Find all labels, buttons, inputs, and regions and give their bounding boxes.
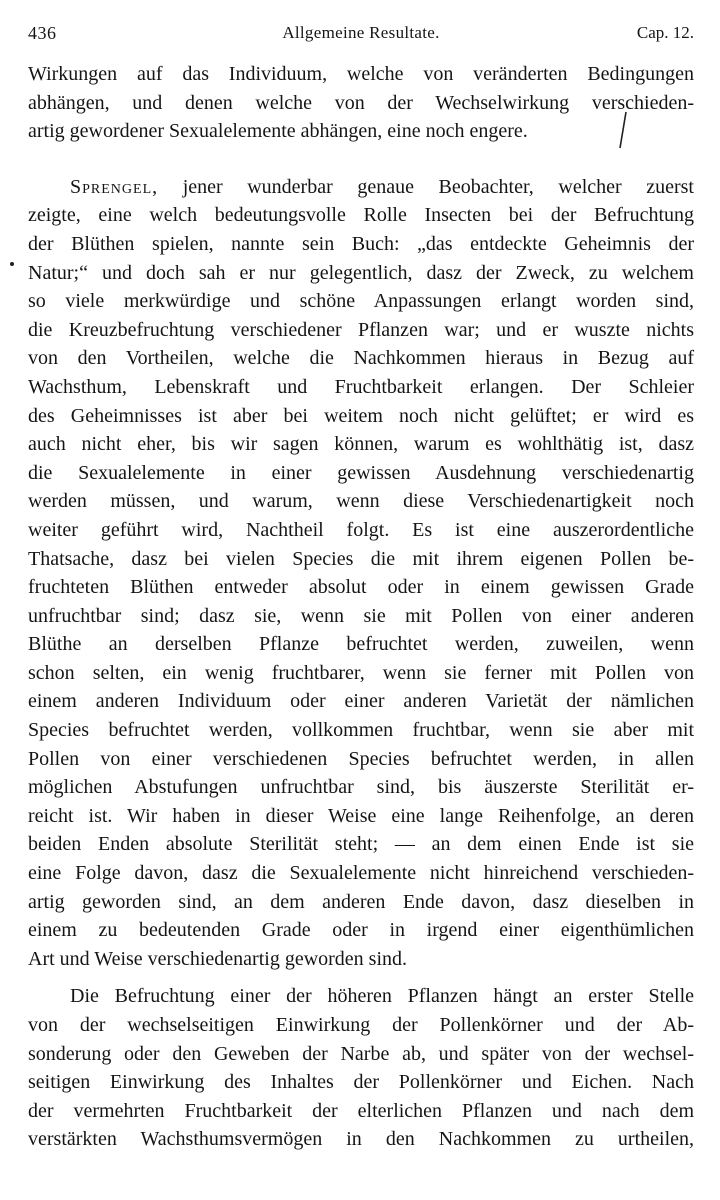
text-line: artig geworden sind, an dem anderen Ende davon, dasz dieselben in (28, 890, 694, 913)
text-line: Thatsache, dasz bei vielen Species die mit ihrem eigenen Pollen be- (28, 547, 694, 570)
text-line: die Kreuzbefruchtung verschiedener Pflanzen war; und er wuszte nichts (28, 318, 694, 341)
page-body (28, 60, 694, 1154)
text-line: von der wechselseitigen Einwirkung der Pollenkörner und der Ab- (28, 1014, 694, 1036)
text-line: eine Folge davon, dasz die Sexualelemente nicht hinreichend verschieden- (28, 862, 694, 885)
text-line: seitigen Einwirkung des Inhaltes der Pollenkörner und Eichen. Nach (28, 1071, 694, 1094)
text-line: Species befruchtet werden, vollkommen fruchtbar, wenn sie aber mit (28, 719, 694, 742)
text-line: fruchteten Blüthen entweder absolut oder in einem gewissen Grade (28, 576, 694, 599)
text-line: möglichen Abstufungen unfruchtbar sind, bis äuszerste Sterilität er- (28, 776, 694, 799)
text-line: der Blüthen spielen, nannte sein Buch: „das entdeckte Geheimnis der (28, 232, 694, 255)
text-line: so viele merkwürdige und schöne Anpassungen erlangt worden sind, (28, 290, 694, 313)
text-line: Wachsthum, Lebenskraft und Fruchtbarkeit erlangen. Der Schleier (28, 375, 694, 398)
text-line: einem anderen Individuum oder einer anderen Varietät der nämlichen (28, 690, 694, 713)
text-line: Blüthe an derselben Pflanze befruchtet werden, zuweilen, wenn (28, 633, 694, 656)
text-line (28, 173, 694, 202)
text-line: artig gewordener Sexualelemente abhängen, eine noch engere. (28, 120, 528, 143)
page-number: 436 (28, 23, 57, 43)
text-line: Wirkungen auf das Individuum, welche von veränderten Bedingungen (28, 63, 694, 85)
chapter-label: Cap. 12. (636, 23, 694, 42)
paragraph-2 (28, 173, 694, 974)
text-line: sonderung oder den Geweben der Narbe ab, und später von der wechsel- (28, 1042, 694, 1065)
text-line: reicht ist. Wir haben in dieser Weise eine lange Reihenfolge, an deren (28, 804, 694, 827)
text-line: die Sexualelemente in einer gewissen Ausdehnung verschiedenartig (28, 461, 694, 484)
text-line: der vermehrten Fruchtbarkeit der elterlichen Pflanzen und nach dem (28, 1099, 694, 1122)
running-head: Allgemeine Resultate. (282, 23, 440, 42)
text-line: Pollen von einer verschiedenen Species befruchtet werden, in allen (28, 747, 694, 770)
text-line: des Geheimnisses ist aber bei weitem noch nicht gelüftet; er wird es (28, 404, 694, 427)
paragraph-1 (28, 60, 694, 146)
text-line: verstärkten Wachsthumsvermögen in den Nachkommen zu urtheilen, (28, 1128, 694, 1151)
text-line: weiter geführt wird, Nachtheil folgt. Es ist eine auszerordentliche (28, 518, 694, 541)
text-line: von den Vortheilen, welche die Nachkommen hieraus in Bezug auf (28, 347, 694, 370)
text-line: auch nicht eher, bis wir sagen können, warum es wohlthätig ist, dasz (28, 433, 694, 456)
page-header (28, 20, 694, 46)
text-line: Natur;“ und doch sah er nur gelegentlich, dasz der Zweck, zu welchem (28, 261, 694, 284)
text-line: unfruchtbar sind; dasz sie, wenn sie mit Pollen von einer anderen (28, 604, 694, 627)
text-line: werden müssen, und warum, wenn diese Verschiedenartigkeit noch (28, 490, 694, 513)
text-line: schon selten, ein wenig fruchtbarer, wenn sie ferner mit Pollen von (28, 661, 694, 684)
text-line: einem zu bedeutenden Grade oder in irgend einer eigenthümlichen (28, 919, 694, 942)
text-line: abhängen, und denen welche von der Wechselwirkung verschieden- (28, 91, 694, 114)
text-line: beiden Enden absolute Sterilität steht; — an dem einen Ende ist sie (28, 833, 694, 856)
text-run: jener wunderbar genaue Beobachter, welcher zuerst (158, 175, 694, 198)
text-line: Art und Weise verschiedenartig geworden sind. (28, 947, 408, 970)
paragraph-3 (28, 982, 694, 1154)
text-line: Die Befruchtung einer der höheren Pflanzen hängt an erster Stelle (70, 985, 694, 1008)
margin-dot (10, 262, 14, 266)
author-name: Sprengel, (70, 175, 159, 198)
text-line: zeigte, eine welch bedeutungsvolle Rolle Insecten bei der Befruchtung (28, 204, 694, 227)
